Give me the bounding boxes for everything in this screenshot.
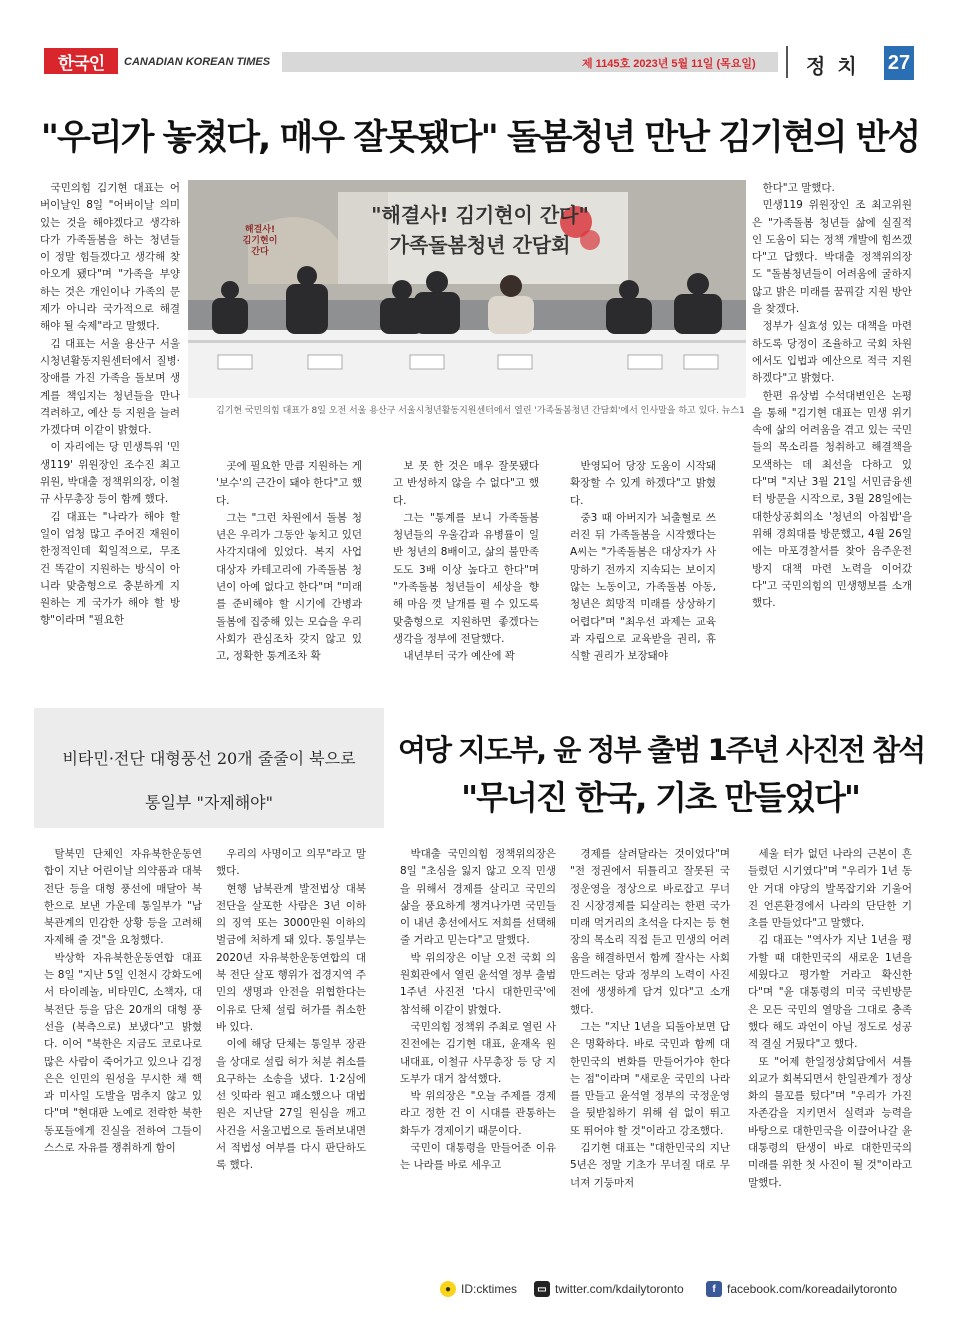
issue-date: 제 1145호 2023년 5월 11일 (목요일) (582, 58, 756, 70)
page-number: 27 (884, 46, 914, 80)
photo-banner-line1: "해결사! 김기현이 간다" (371, 203, 589, 227)
article2-col2: 우리의 사명이고 의무"라고 말했다. 현행 남북관계 발전법상 대북 전단을 살포한 사람은 3년 이하의 징역 또는 3000만원 이하의 벌금에 처하게 돼 있다. 통일부는 2020년 자유북한운동연합의 대북 전단 살포 행위가 접경지역 주민의 생명과 안전을 위협한다는 이유로 단체 설립 허가를 취소한 바 있다. 이에 해당 단체는 통일부 장관을 상대로 설립 허가 처분 취소를 요구하는 소송을 냈다. 1·2심에선 잇따라 원고 패소했으나 대법원은 지난달 27일 원심을 깨고 사건을 서울고법으로 돌려보내면서 적법성 여부를 다시 판단하도록 했다. (216, 848, 366, 1172)
article1-col5: 한다"고 말했다. 민생119 위원장인 조 최고위원은 "가족돌봄 청년들 삶에 실질적인 도움이 되는 정책 개발에 힘쓰겠다"고 답했다. 박대출 정책위의장도 "돌봄청년들이 어려움에 굴하지 않고 밝은 미래를 꿈꿔갈 지원 방안을 찾겠다. 정부가 실효성 있는 대책을 마련하도록 당정이 조율하고 국회 차원에서도 입법과 예산으로 적극 지원하겠다"고 밝혔다. 한편 유상범 수석대변인은 논평을 통해 "김기현 대표는 민생 위기 속에 삶의 어려움을 겪고 있는 국민들의 목소리를 청취하고 해결책을 모색하는 데 최선을 다하고 있다"며 "지난 3월 21일 서민금융센터 방문을 시작으로, 3월 28일에는 대한상공회의소 '청년의 아침밥'을 위해 경희대를 방문했고, 4월 26일에는 마포경찰서를 찾아 음주운전 방지 대책 마련 노력을 이어갔다"고 국민의힘의 민생행보를 소개했다. (752, 182, 912, 610)
article1-headline: "우리가 놓쳤다, 매우 잘못됐다" 돌봄청년 만난 김기현의 반성 (40, 118, 920, 158)
article1-photo (188, 180, 746, 398)
article1-col1: 국민의힘 김기현 대표는 어버이날인 8일 "어버이날 의미 있는 것을 해야겠다고 생각하다가 가족돌봄을 하는 청년들이 정말 힘들겠다고 생각해 찾아오게 됐다"며 "가족을 부양하는 것은 개인이나 가족의 문제가 아니라 국가적으로 해결해야 될 숙제"라고 말했다. 김 대표는 서울 용산구 서울시청년활동지원센터에서 질병·장애를 가진 가족을 돌보며 생계를 책임지는 청년들을 만나 격려하고, 예산 등 지원을 늘려가겠다며 이같이 밝혔다. 이 자리에는 당 민생특위 '민생119' 위원장인 조수진 최고위원, 박대출 정책위의장, 이철규 사무총장 등이 함께 했다. 김 대표는 "나라가 해야 할 일이 엄청 많고 주어진 재원이 한정적인데 획일적으로, 무조건 똑같이 지원하는 방식이 아니라 맞춤형으로 충분하게 지원하는 게 국가가 해야 할 방향"이라며 "필요한 (40, 182, 180, 627)
facebook-icon: f (706, 1281, 722, 1297)
article2-subhead-line1: 비타민·전단 대형풍선 20개 줄줄이 북으로 (62, 749, 356, 768)
article1-col3: 보 못 한 것은 매우 잘못됐다고 반성하지 않을 수 없다"고 했다. 그는 "통계를 보니 가족돌봄 청년들의 우울감과 유병률이 일반 청년의 8배이고, 삶의 불만족도도 3배 이상 높다고 한다"며 "가족돌봄 청년들이 세상을 향해 마음 껏 날개를 펼 수 있도록 맞춤형으로 지원하면 좋겠다는 생각을 정부에 전달했다. 내년부터 국가 예산에 꽉 (393, 460, 539, 663)
footer-facebook-text: facebook.com/koreadailytoronto (727, 1282, 898, 1296)
footer-twitter[interactable] (534, 1281, 684, 1297)
photo-banner-line2: 가족돌봄청년 간담회 (389, 233, 571, 257)
footer-kakao[interactable] (440, 1281, 517, 1297)
article1-col2: 곳에 필요한 만큼 지원하는 게 '보수'의 근간이 돼야 한다"고 했다. 그는 "그런 차원에서 돌봄 청년은 우리가 그동안 놓치고 있던 사각지대에 있었다. 복지 사업 대상자 카테고리에 가족돌봄 청년이 아예 없다고 한다"며 "미래를 준비해야 할 시기에 간병과 돌봄에 집중해 있는 모습을 우리 사회가 관심조차 갖지 않고 있고, 정확한 통계조차 확 (216, 460, 362, 663)
article2-subhead-line2: 통일부 "자제해야" (145, 793, 273, 812)
article2-col1: 탈북민 단체인 자유북한운동연합이 지난 어린이날 의약품과 대북전단 등을 대형 풍선에 매달아 북한으로 보낸 가운데 통일부가 "남북관계의 민감한 상황 등을 고려해 자제해 줄 것"을 요청했다. 박상학 자유북한운동연합 대표는 8일 "지난 5일 인천시 강화도에서 타이레놀, 비타민C, 소책자, 대북전단 등을 담은 20개의 대형 풍선을 (북측으로) 보냈다"고 밝혔다. 이어 "북한은 지금도 코로나로 많은 사람이 죽어가고 있으나 김정은은 인민의 원성을 무시한 채 핵과 미사일 도발을 멈추지 않고 있다"며 "현대판 노예로 전락한 북한 동포들에게 진실을 전하여 그들이 스스로 자유를 쟁취하게 함이 (44, 848, 202, 1155)
section-name: 정치 (806, 54, 869, 78)
article3-col3: 세울 터가 없던 나라의 근본이 흔들렸던 시기였다"며 "우리가 1년 동안 거대 야당의 발목잡기와 기울어진 언론환경에서 나라의 단단한 기초를 만들었다"고 말했다. 김 대표는 "역사가 지난 1년을 평가할 때 대한민국의 새로운 1년을 세웠다고 평가할 거라고 확신한다"며 "윤 대통령의 미국 국빈방문은 모든 국민의 열망을 그대로 충족했다 해도 과언이 아닐 정도로 성공적 결실 거뒀다"고 했다. 또 "어제 한일정상회담에서 셔틀외교가 회복되면서 한일관계가 정상화의 물꼬를 텄다"며 "우리가 가진 자존감을 지키면서 실력과 능력을 바탕으로 대한민국을 이끌어나갈 윤 대통령의 탄생이 바로 대한민국의 미래를 위한 첫 사진이 될 것"이라고 말했다. (748, 848, 912, 1189)
kakao-icon: ● (440, 1281, 456, 1297)
footer-facebook[interactable] (706, 1281, 897, 1297)
newspaper-logo: 한국인 (44, 48, 118, 74)
paper-name: CANADIAN KOREAN TIMES (124, 56, 271, 68)
article3-headline-line1: 여당 지도부, 윤 정부 출범 1주년 사진전 참석 (398, 733, 925, 767)
photo-caption: 김기현 국민의힘 대표가 8일 오전 서울 용산구 서울시청년활동지원센터에서 열린 '가족돌봄청년 간담회'에서 인사말을 하고 있다. 뉴스1 (216, 406, 745, 416)
header-divider (786, 46, 788, 78)
footer-kakao-text: ID:cktimes (461, 1282, 518, 1296)
article3-col2: 경제를 살려달라는 것이었다"며 "전 정권에서 뒤틀리고 잘못된 국정운영을 정상으로 바로잡고 무너진 시장경제를 되살리는 한편 국가 미래 먹거리의 초석을 다지는 등 현장의 목소리 직접 듣고 민생의 어려움을 해결하면서 함께 잘사는 사회 만드려는 당과 정부의 노력이 사진전에 생생하게 담겨 있다"고 소개했다. 그는 "지난 1년을 되돌아보면 답은 명확하다. 바로 국민과 함께 대한민국의 변화를 만들어가야 한다는 점"이라며 "새로운 국민의 나라를 만들고 윤석열 정부의 국정운영을 뒷받침하기 위해 쉼 없이 뛰고 또 뛰어야 할 것"이라고 강조했다. 김기현 대표는 "대한민국의 지난 5년은 정말 기초가 무너질 대로 무너져 기둥마저 (570, 848, 730, 1189)
article3-col1: 박대출 국민의힘 정책위의장은 8일 "초심을 잃지 않고 오직 민생을 위해서 경제를 살리고 국민의 삶을 풍요하게 챙겨나가면 국민들이 내년 총선에서도 저희를 선택해줄 거라고 믿는다"고 말했다. 박 위의장은 이날 오전 국회 의원회관에서 열린 윤석열 정부 출범 1주년 사진전 '다시 대한민국'에 참석해 이같이 밝혔다. 국민의힘 정책위 주최로 열린 사진전에는 김기현 대표, 윤재옥 원내대표, 이철규 사무총장 등 당 지도부가 대거 참석했다. 박 위의장은 "오늘 주제를 경제라고 정한 건 이 시대를 관통하는 화두가 경제이기 때문이다. 국민이 대통령을 만들어준 이유는 나라를 바로 세우고 (400, 848, 556, 1172)
photo-banner-left: 해결사! 김기현이 간다 (242, 225, 278, 257)
article1-col4: 반영되어 당장 도움이 시작돼 확장할 수 있게 하겠다"고 밝혔다. 중3 때 아버지가 뇌출혈로 쓰러진 뒤 가족돌봄을 시작했다는 A씨는 "가족돌봄은 대상자가 사망하기 전까지 지속되는 보이지 않는 노동이고, 가족돌봄 아동, 청년은 희망적 미래를 상상하기 어렵다"며 "최우선 과제는 교육과 자립으로 교육받을 권리, 휴식할 권리가 보장돼야 (570, 460, 716, 663)
twitter-icon: ▭ (534, 1281, 550, 1297)
article3-headline-line2: "무너진 한국, 기초 만들었다" (460, 778, 860, 817)
footer-twitter-text: twitter.com/kdailytoronto (555, 1282, 684, 1296)
